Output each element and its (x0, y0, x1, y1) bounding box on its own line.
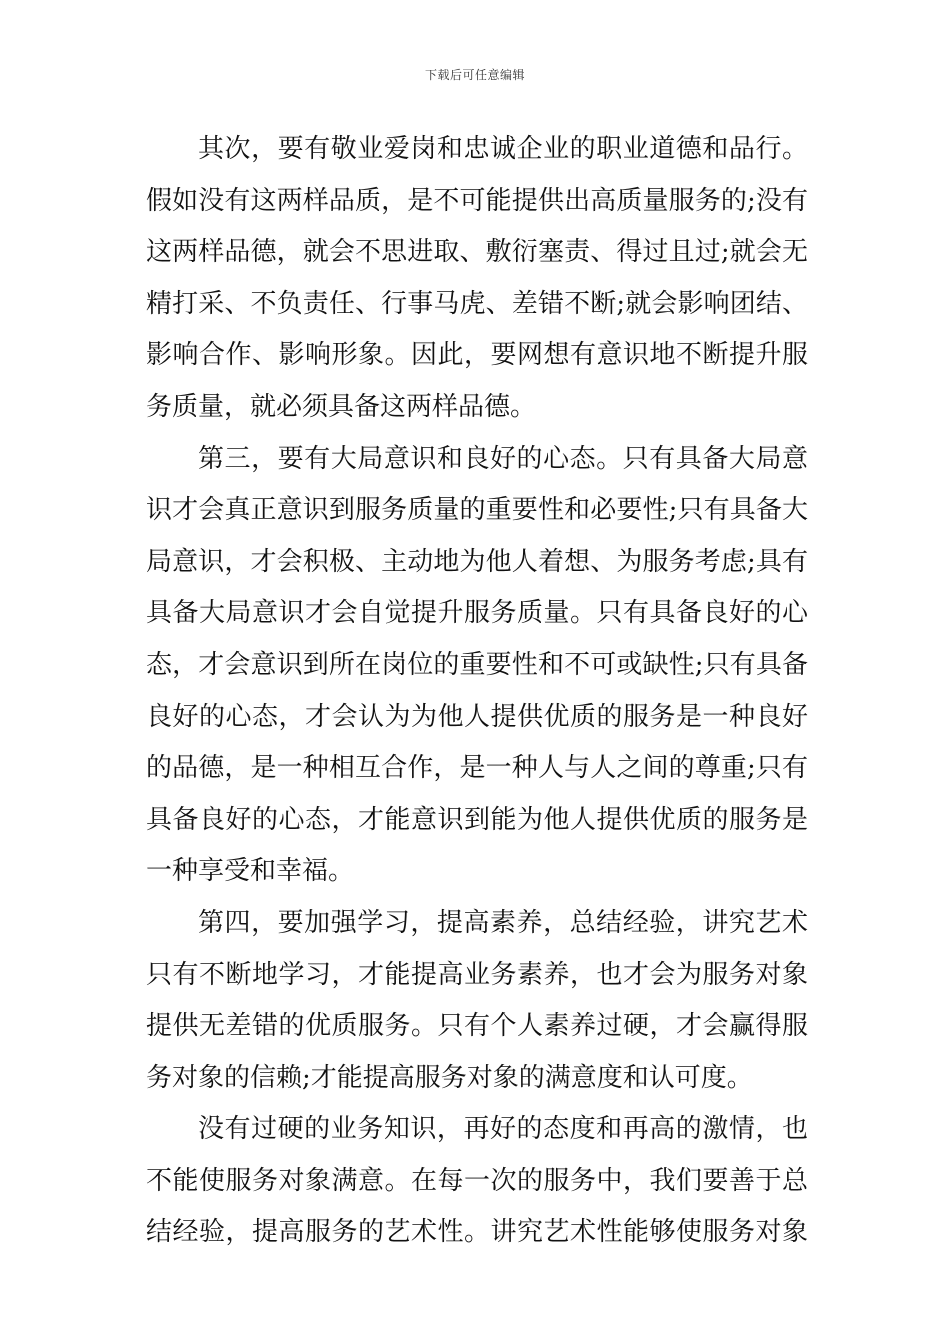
paragraph-3-line-6: 良好的心态，才会认为为他人提供优质的服务是一种良好 (146, 701, 808, 732)
paragraph-4-line-2: 只有不断地学习，才能提高业务素养，也才会为服务对象 (146, 959, 808, 990)
paragraph-3-line-8: 具备良好的心态，才能意识到能为他人提供优质的服务是 (146, 804, 808, 835)
paragraph-5-line-3: 结经验，提高服务的艺术性。讲究艺术性能够使服务对象 (146, 1217, 808, 1248)
paragraph-3-line-7: 的品德，是一种相互合作，是一种人与人之间的尊重;只有 (146, 753, 808, 784)
paragraph-3-line-1: 第三，要有大局意识和良好的心态。只有具备大局意 (198, 443, 808, 474)
paragraph-5-line-1: 没有过硬的业务知识，再好的态度和再高的激情，也 (198, 1114, 808, 1145)
paragraph-3-line-9: 一种享受和幸福。 (146, 856, 355, 887)
paragraph-3-line-2: 识才会真正意识到服务质量的重要性和必要性;只有具备大 (146, 495, 808, 526)
paragraph-2-line-5: 影响合作、影响形象。因此，要网想有意识地不断提升服 (146, 340, 808, 371)
header-note: 下载后可任意编辑 (424, 68, 525, 82)
paragraph-4-line-4: 务对象的信赖;才能提高服务对象的满意度和认可度。 (146, 1062, 753, 1093)
paragraph-4-line-3: 提供无差错的优质服务。只有个人素养过硬，才会赢得服 (146, 1011, 808, 1042)
paragraph-5-line-2: 不能使服务对象满意。在每一次的服务中，我们要善于总 (146, 1165, 808, 1196)
paragraph-3-line-4: 具备大局意识才会自觉提升服务质量。只有具备良好的心 (146, 598, 808, 629)
paragraph-2-line-1: 其次，要有敬业爱岗和忠诚企业的职业道德和品行。 (198, 134, 808, 164)
paragraph-4-line-1: 第四，要加强学习，提高素养，总结经验，讲究艺术 (198, 907, 808, 938)
paragraph-2-line-3: 这两样品德，就会不思进取、敷衍塞责、得过且过;就会无 (146, 237, 808, 268)
paragraph-2-line-6: 务质量，就必须具备这两样品德。 (146, 391, 537, 422)
paragraph-3-line-5: 态，才会意识到所在岗位的重要性和不可或缺性;只有具备 (146, 649, 808, 680)
document-body (146, 124, 808, 1259)
paragraph-3-line-3: 局意识，才会积极、主动地为他人着想、为服务考虑;具有 (146, 546, 808, 577)
paragraph-2-line-2: 假如没有这两样品质，是不可能提供出高质量服务的;没有 (146, 185, 808, 216)
paragraph-2-line-4: 精打采、不负责任、行事马虎、差错不断;就会影响团结、 (146, 288, 808, 319)
